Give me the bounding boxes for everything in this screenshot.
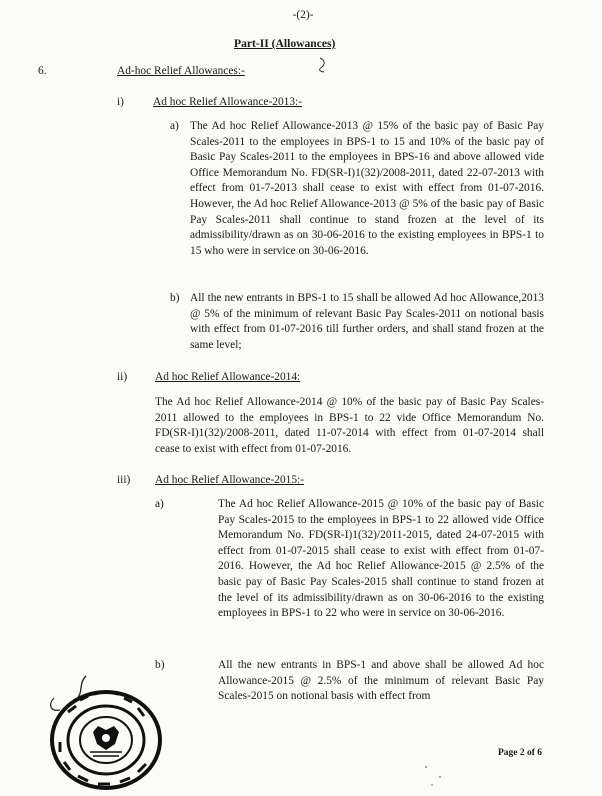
sub-i-label: i) xyxy=(117,96,124,108)
sub-i-b-label: b) xyxy=(170,292,180,304)
section-number: 6. xyxy=(38,65,47,77)
sub-iii-b-label: b) xyxy=(155,659,165,671)
part-title: Part-II (Allowances) xyxy=(234,37,336,50)
sub-i-a-paragraph: The Ad hoc Relief Allowance-2013 @ 15% of the basic pay of Basic Pay Scales-2011 to the employees in BPS-1 to 15 and 10% of the basic pay of Basic Pay Scales-2011 to the employees in BPS-16 and above allowed vide Office Memorandum No. FD(SR-I)1(32)/2008-2011, dated 22-07-2013 with effect from 01-7-2013 shall cease to exist with effect from 01-07-2016. However, the Ad hoc Relief Allowance-2013 @ 5% of the basic pay of Basic Pay Scales-2011 shall continue to stand frozen at the level of its admissibility/drawn as on 30-06-2016 to the existing employees in BPS-1 to 15 who were in service on 30-06-2016. xyxy=(190,120,544,257)
sub-i-a-label: a) xyxy=(170,120,179,132)
page-marker: -(2)- xyxy=(292,9,314,21)
page-number: Page 2 of 6 xyxy=(498,748,543,758)
sub-iii-title: Ad hoc Relief Allowance-2015:- xyxy=(155,474,304,486)
smudge-marks-icon xyxy=(420,755,460,795)
sub-iii-label: iii) xyxy=(117,474,131,486)
pen-mark-icon xyxy=(310,55,340,75)
sub-iii-a-label: a) xyxy=(155,498,164,510)
sub-iii-b-paragraph: All the new entrants in BPS-1 and above shall be allowed Ad hoc Allowance-2015 @ 2.5% of the minimum of relevant Basic Pay Scales-2015 on notional basis with effect from xyxy=(218,659,544,703)
finance-department-stamp-icon xyxy=(38,672,168,792)
sub-i-title: Ad hoc Relief Allowance-2013:- xyxy=(153,96,302,108)
sub-i-b-paragraph: All the new entrants in BPS-1 to 15 shall be allowed Ad hoc Allowance,2013 @ 5% of the minimum of relevant Basic Pay Scales-2011 on notional basis with effect from 01-07-2016 till further orders, and shall stand frozen at the same level; xyxy=(190,292,544,351)
sub-iii-a-paragraph: The Ad hoc Relief Allowance-2015 @ 10% of the basic pay of Basic Pay Scales-2015 to the employees in BPS-1 to 22 allowed vide Office Memorandum No. FD(SR-I)1(32)/2011-2015, dated 24-07-2015 with effect from 01-07-2015 shall cease to exist with effect from 01-07-2016. However, the Ad hoc Relief Allowance-2015 @ 2.5% of the basic pay of Basic Pay Scales-2015 shall continue to stand frozen at the level of its admissibility/drawn as on 30-06-2016 to the existing employees in BPS-1 to 22 who were in service on 30-06-2016. xyxy=(218,498,544,620)
sub-ii-title: Ad hoc Relief Allowance-2014: xyxy=(155,371,301,383)
sub-ii-paragraph: The Ad hoc Relief Allowance-2014 @ 10% of the basic pay of Basic Pay Scales-2011 allowed to the employees in BPS-1 to 22 vide Office Memorandum No. FD(SR-I)1(32)/2008-2011, dated 11-07-2014 with effect from 01-07-2014 shall cease to exist with effect from 01-07-2016. xyxy=(155,396,544,455)
sub-ii-label: ii) xyxy=(117,371,128,383)
section-title: Ad-hoc Relief Allowances:- xyxy=(117,65,245,77)
